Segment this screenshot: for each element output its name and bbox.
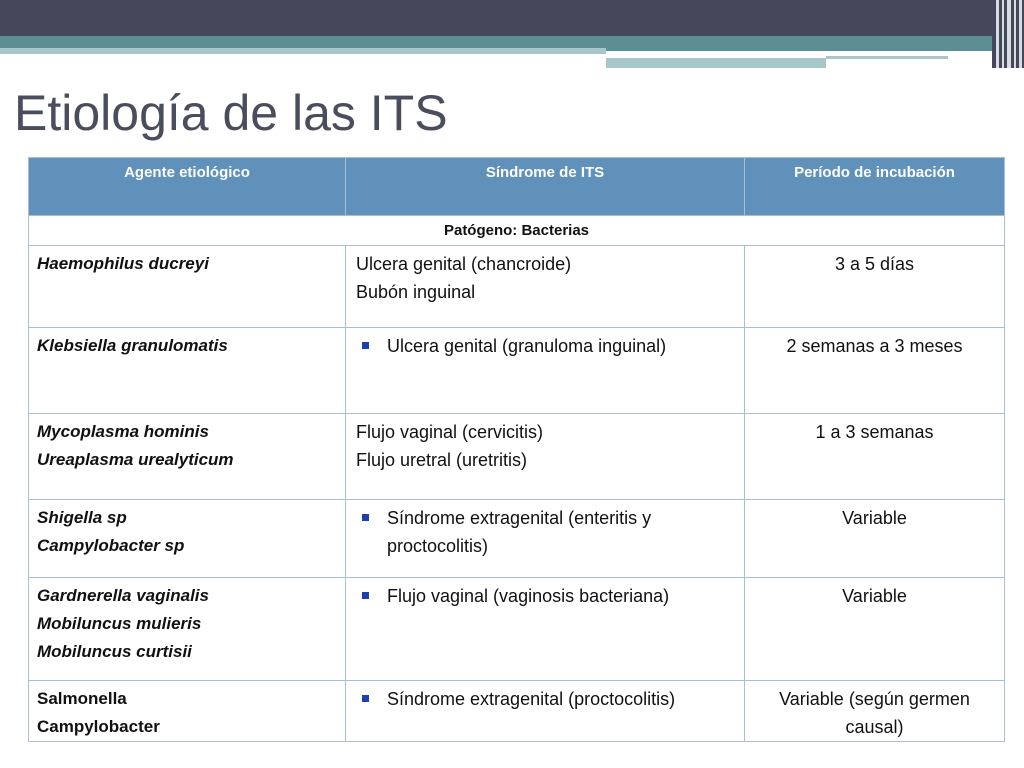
agent-name: Haemophilus ducreyi	[37, 254, 209, 273]
corner-stripes-decoration	[992, 0, 1024, 68]
square-bullet-icon	[362, 514, 369, 521]
agent-name: Campylobacter sp	[37, 536, 185, 555]
square-bullet-icon	[362, 342, 369, 349]
syndrome-text: Síndrome extragenital (proctocolitis)	[387, 689, 676, 709]
etiology-table	[28, 157, 1005, 742]
agent-cell	[29, 328, 346, 414]
group-label: Patógeno: Bacterias	[29, 216, 1005, 246]
agent-name: Mycoplasma hominis	[37, 422, 209, 441]
syndrome-cell	[346, 328, 745, 414]
table-row	[29, 246, 1005, 328]
agent-name: Campylobacter	[37, 717, 160, 736]
header-agent: Agente etiológico	[29, 158, 346, 216]
agent-name: Klebsiella granulomatis	[37, 336, 228, 355]
top-banner-line	[606, 58, 826, 68]
syndrome-cell	[346, 414, 745, 500]
incubation-cell: 3 a 5 días	[745, 246, 1005, 328]
agent-name: Mobiluncus curtisii	[37, 642, 192, 661]
syndrome-cell	[346, 681, 745, 742]
top-banner-line	[826, 56, 948, 59]
syndrome-text: Flujo uretral (uretritis)	[356, 450, 528, 470]
incubation-cell: Variable (según germen causal)	[745, 681, 1005, 742]
top-banner	[0, 0, 1024, 36]
group-row	[29, 216, 1005, 246]
agent-name: Mobiluncus mulieris	[37, 614, 202, 633]
table-header-row	[29, 158, 1005, 216]
agent-name: Ureaplasma urealyticum	[37, 450, 234, 469]
table-row	[29, 578, 1005, 681]
agent-cell	[29, 246, 346, 328]
table-row	[29, 328, 1005, 414]
agent-cell	[29, 681, 346, 742]
top-banner-line	[606, 48, 1006, 51]
syndrome-text: Ulcera genital (granuloma inguinal)	[387, 336, 667, 356]
syndrome-text: Flujo vaginal (vaginosis bacteriana)	[387, 586, 670, 606]
agent-cell	[29, 578, 346, 681]
agent-name: Shigella sp	[37, 508, 127, 527]
agent-cell	[29, 500, 346, 578]
table-row	[29, 681, 1005, 742]
syndrome-text: Bubón inguinal	[356, 282, 476, 302]
syndrome-text: Flujo vaginal (cervicitis)	[356, 422, 544, 442]
syndrome-bullet-item	[356, 685, 736, 713]
header-incubation: Período de incubación	[745, 158, 1005, 216]
syndrome-cell	[346, 578, 745, 681]
square-bullet-icon	[362, 592, 369, 599]
slide-title: Etiología de las ITS	[14, 85, 448, 141]
square-bullet-icon	[362, 695, 369, 702]
syndrome-text: Síndrome extragenital (enteritis y proctocolitis)	[387, 508, 652, 556]
top-banner-accent	[0, 48, 606, 54]
header-syndrome: Síndrome de ITS	[346, 158, 745, 216]
agent-name: Salmonella	[37, 689, 127, 708]
incubation-cell: Variable	[745, 578, 1005, 681]
incubation-cell: 1 a 3 semanas	[745, 414, 1005, 500]
syndrome-bullet-item	[356, 582, 736, 610]
table-row	[29, 500, 1005, 578]
agent-name: Gardnerella vaginalis	[37, 586, 209, 605]
syndrome-bullet-item	[356, 332, 736, 360]
table-row	[29, 414, 1005, 500]
syndrome-cell	[346, 246, 745, 328]
top-banner-stripe	[0, 36, 1024, 48]
syndrome-cell	[346, 500, 745, 578]
agent-cell	[29, 414, 346, 500]
syndrome-text: Ulcera genital (chancroide)	[356, 254, 572, 274]
syndrome-bullet-item	[356, 504, 736, 560]
incubation-cell: Variable	[745, 500, 1005, 578]
incubation-cell: 2 semanas a 3 meses	[745, 328, 1005, 414]
